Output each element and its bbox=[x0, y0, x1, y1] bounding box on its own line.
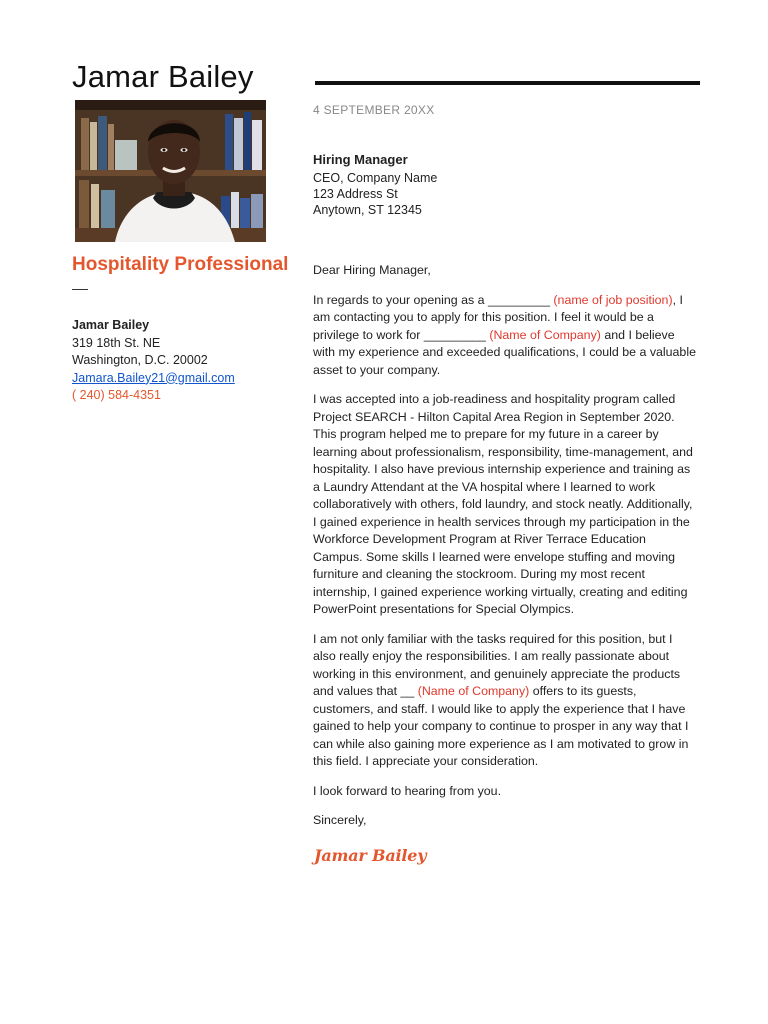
recipient-block bbox=[313, 152, 693, 218]
paragraph-4: I look forward to hearing from you. bbox=[313, 783, 502, 798]
applicant-name: Jamar Bailey bbox=[72, 59, 254, 94]
salutation: Dear Hiring Manager, bbox=[313, 263, 431, 277]
paragraph-1-text-a: In regards to your opening as a _________ bbox=[313, 292, 554, 307]
paragraph-1 bbox=[313, 292, 698, 380]
signature: Jamar Bailey bbox=[314, 846, 427, 865]
letter-date: 4 SEPTEMBER 20XX bbox=[313, 103, 435, 117]
placeholder-job-position: (name of job position) bbox=[553, 292, 673, 307]
title-divider bbox=[72, 289, 88, 290]
paragraph-1-text-e: and I believe with my experience and exceeded qualifications, I could be a valuable asset to your company. bbox=[313, 327, 696, 377]
paragraph-1-text-c: , I am contacting you to apply for this position. I feel it would be a privilege to work for _________ bbox=[313, 292, 683, 342]
contact-name: Jamar Bailey bbox=[72, 318, 150, 332]
contact-block bbox=[72, 317, 302, 405]
contact-phone: ( 240) 584-4351 bbox=[72, 388, 161, 402]
recipient-address-line2: Anytown, ST 12345 bbox=[313, 203, 422, 217]
closing: Sincerely, bbox=[313, 813, 367, 827]
paragraph-3-text-c: offers to its guests, customers, and staff. I would like to apply the experience that I have gained to help your company to continue to prosper in any way that I can while also gaining more experience as I am motivated to grow in this field. I appreciate your consideration. bbox=[313, 684, 689, 768]
letter-body bbox=[313, 262, 698, 842]
placeholder-company-name: (Name of Company) bbox=[489, 327, 601, 342]
placeholder-company-name-2: (Name of Company) bbox=[417, 684, 530, 698]
email-link[interactable]: Jamara.Bailey21@gmail.com bbox=[72, 370, 235, 385]
recipient-address-line1: 123 Address St bbox=[313, 187, 398, 201]
contact-city: Washington, D.C. 20002 bbox=[72, 353, 208, 367]
paragraph-2: I was accepted into a job-readiness and hospitality program called Project SEARCH - Hilton Capital Area Region in September 2020. This program helped me to prepare for my future in a career by learning about professionalism, responsibility, time-management, and hospitality. I also have previous internship experience and training as a Laundry Attendant at the VA hospital where I learned to work collaboratively with others, fold laundry, and stock neatly. Additionally, I gained experience in health services through my participation in the Workforce Development Program at River Terrace Education Campus. Some skills I learned were envelope stuffing and moving furniture and cleaning the stockroom. During my most recent internship, I gained experience working virtually, creating and editing PowerPoint presentations for Special Olympics. bbox=[313, 392, 693, 616]
profile-photo bbox=[75, 100, 266, 242]
paragraph-3-text-a: I am not only familiar with the tasks required for this position, but I also really enjoy the responsibilities. I am really passionate about working in this environment, and genuinely appreciate the products and values that __ bbox=[313, 631, 681, 698]
professional-title: Hospitality Professional bbox=[72, 254, 289, 275]
recipient-name: Hiring Manager bbox=[313, 152, 408, 167]
header-rule bbox=[315, 81, 700, 85]
paragraph-3 bbox=[313, 631, 698, 771]
contact-street: 319 18th St. NE bbox=[72, 335, 161, 350]
recipient-title: CEO, Company Name bbox=[313, 171, 438, 185]
